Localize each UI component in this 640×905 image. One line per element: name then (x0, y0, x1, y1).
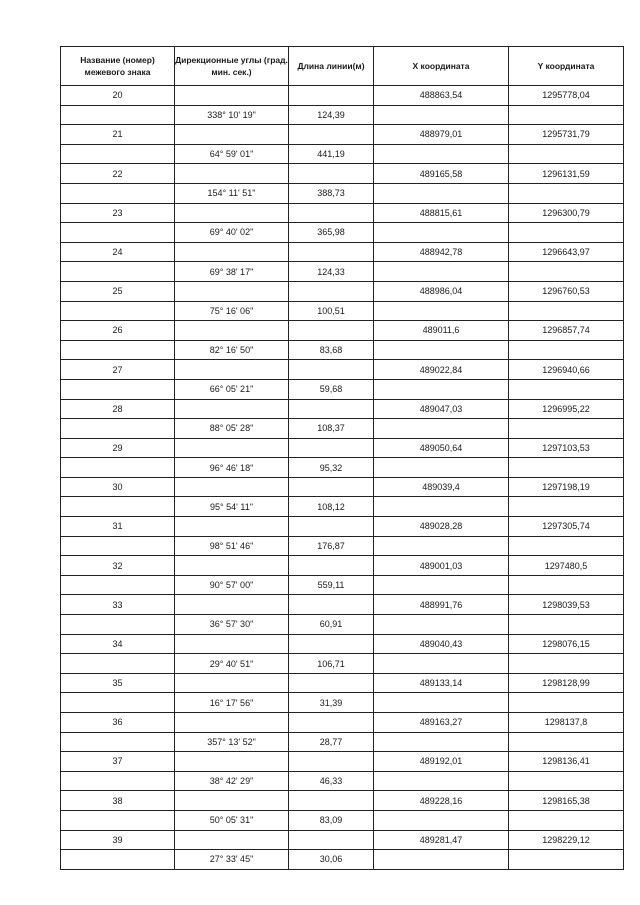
empty-cell (509, 458, 624, 478)
empty-cell (175, 86, 289, 106)
line-length: 83,09 (289, 810, 374, 830)
empty-cell (374, 262, 509, 282)
segment-row (61, 615, 624, 635)
point-row (61, 242, 624, 262)
point-name: 34 (61, 634, 175, 654)
empty-cell (509, 105, 624, 125)
empty-cell (61, 301, 175, 321)
y-coordinate: 1296643,97 (509, 242, 624, 262)
line-length: 95,32 (289, 458, 374, 478)
point-name: 27 (61, 360, 175, 380)
x-coordinate: 488979,01 (374, 125, 509, 145)
point-name: 37 (61, 752, 175, 772)
empty-cell (289, 203, 374, 223)
y-coordinate: 1298076,15 (509, 634, 624, 654)
empty-cell (509, 810, 624, 830)
segment-row (61, 144, 624, 164)
point-name: 31 (61, 517, 175, 537)
empty-cell (374, 693, 509, 713)
line-length: 108,37 (289, 419, 374, 439)
empty-cell (61, 340, 175, 360)
empty-cell (175, 791, 289, 811)
line-length: 365,98 (289, 223, 374, 243)
x-coordinate: 489281,47 (374, 830, 509, 850)
empty-cell (175, 164, 289, 184)
line-length: 388,73 (289, 183, 374, 203)
point-name: 26 (61, 321, 175, 341)
empty-cell (175, 125, 289, 145)
boundary-coordinates-table (60, 46, 624, 870)
header-line-length: Длина линии(м) (289, 47, 374, 86)
y-coordinate: 1298128,99 (509, 673, 624, 693)
empty-cell (289, 281, 374, 301)
empty-cell (509, 223, 624, 243)
line-length: 31,39 (289, 693, 374, 713)
x-coordinate: 489228,16 (374, 791, 509, 811)
line-length: 559,11 (289, 575, 374, 595)
y-coordinate: 1298229,12 (509, 830, 624, 850)
empty-cell (175, 673, 289, 693)
point-name: 23 (61, 203, 175, 223)
segment-row (61, 262, 624, 282)
empty-cell (509, 301, 624, 321)
point-name: 33 (61, 595, 175, 615)
point-row (61, 321, 624, 341)
direction-angle: 69° 40' 02" (175, 223, 289, 243)
segment-row (61, 301, 624, 321)
empty-cell (374, 810, 509, 830)
empty-cell (509, 262, 624, 282)
empty-cell (374, 105, 509, 125)
empty-cell (175, 713, 289, 733)
point-row (61, 399, 624, 419)
direction-angle: 50° 05' 31" (175, 810, 289, 830)
segment-row (61, 732, 624, 752)
y-coordinate: 1298039,53 (509, 595, 624, 615)
line-length: 59,68 (289, 379, 374, 399)
x-coordinate: 488815,61 (374, 203, 509, 223)
point-row (61, 556, 624, 576)
point-row (61, 477, 624, 497)
empty-cell (374, 732, 509, 752)
x-coordinate: 489192,01 (374, 752, 509, 772)
header-row (61, 47, 624, 86)
empty-cell (61, 262, 175, 282)
empty-cell (61, 615, 175, 635)
empty-cell (61, 575, 175, 595)
empty-cell (289, 242, 374, 262)
direction-angle: 82° 16' 50" (175, 340, 289, 360)
y-coordinate: 1297103,53 (509, 438, 624, 458)
point-row (61, 634, 624, 654)
point-name: 38 (61, 791, 175, 811)
empty-cell (374, 536, 509, 556)
empty-cell (61, 458, 175, 478)
x-coordinate: 489001,03 (374, 556, 509, 576)
empty-cell (175, 203, 289, 223)
point-name: 35 (61, 673, 175, 693)
x-coordinate: 488986,04 (374, 281, 509, 301)
direction-angle: 95° 54' 11" (175, 497, 289, 517)
direction-angle: 96° 46' 18" (175, 458, 289, 478)
segment-row (61, 183, 624, 203)
y-coordinate: 1295778,04 (509, 86, 624, 106)
empty-cell (175, 595, 289, 615)
point-row (61, 595, 624, 615)
x-coordinate: 488942,78 (374, 242, 509, 262)
empty-cell (374, 340, 509, 360)
empty-cell (61, 419, 175, 439)
empty-cell (61, 850, 175, 870)
header-point-name: Название (номер) межевого знака (61, 47, 175, 86)
point-name: 25 (61, 281, 175, 301)
empty-cell (509, 536, 624, 556)
point-row (61, 438, 624, 458)
y-coordinate: 1296131,59 (509, 164, 624, 184)
y-coordinate: 1298137,8 (509, 713, 624, 733)
point-row (61, 517, 624, 537)
line-length: 124,39 (289, 105, 374, 125)
empty-cell (374, 379, 509, 399)
segment-row (61, 536, 624, 556)
point-name: 32 (61, 556, 175, 576)
empty-cell (509, 693, 624, 713)
line-length: 176,87 (289, 536, 374, 556)
empty-cell (374, 458, 509, 478)
x-coordinate: 489163,27 (374, 713, 509, 733)
empty-cell (61, 693, 175, 713)
point-row (61, 360, 624, 380)
direction-angle: 36° 57' 30" (175, 615, 289, 635)
header-x-coordinate: X координата (374, 47, 509, 86)
segment-row (61, 575, 624, 595)
direction-angle: 357° 13' 52" (175, 732, 289, 752)
y-coordinate: 1295731,79 (509, 125, 624, 145)
line-length: 30,06 (289, 850, 374, 870)
point-row (61, 125, 624, 145)
direction-angle: 338° 10' 19" (175, 105, 289, 125)
x-coordinate: 489011,6 (374, 321, 509, 341)
empty-cell (289, 673, 374, 693)
header-y-coordinate: Y координата (509, 47, 624, 86)
empty-cell (374, 850, 509, 870)
y-coordinate: 1298136,41 (509, 752, 624, 772)
point-name: 24 (61, 242, 175, 262)
segment-row (61, 419, 624, 439)
empty-cell (509, 615, 624, 635)
point-name: 39 (61, 830, 175, 850)
point-row (61, 830, 624, 850)
segment-row (61, 223, 624, 243)
direction-angle: 29° 40' 51" (175, 654, 289, 674)
empty-cell (175, 634, 289, 654)
y-coordinate: 1297198,19 (509, 477, 624, 497)
point-name: 20 (61, 86, 175, 106)
direction-angle: 64° 59' 01" (175, 144, 289, 164)
segment-row (61, 810, 624, 830)
empty-cell (289, 517, 374, 537)
direction-angle: 16° 17' 56" (175, 693, 289, 713)
empty-cell (509, 654, 624, 674)
empty-cell (289, 830, 374, 850)
empty-cell (289, 438, 374, 458)
direction-angle: 69° 38' 17" (175, 262, 289, 282)
y-coordinate: 1296940,66 (509, 360, 624, 380)
line-length: 83,68 (289, 340, 374, 360)
direction-angle: 90° 57' 00" (175, 575, 289, 595)
empty-cell (175, 752, 289, 772)
empty-cell (509, 850, 624, 870)
empty-cell (175, 281, 289, 301)
empty-cell (289, 595, 374, 615)
x-coordinate: 488863,54 (374, 86, 509, 106)
empty-cell (509, 575, 624, 595)
x-coordinate: 489039,4 (374, 477, 509, 497)
empty-cell (289, 321, 374, 341)
empty-cell (374, 144, 509, 164)
segment-row (61, 771, 624, 791)
point-row (61, 673, 624, 693)
direction-angle: 27° 33' 45" (175, 850, 289, 870)
point-row (61, 164, 624, 184)
empty-cell (175, 360, 289, 380)
empty-cell (61, 810, 175, 830)
y-coordinate: 1298165,38 (509, 791, 624, 811)
y-coordinate: 1296857,74 (509, 321, 624, 341)
empty-cell (374, 419, 509, 439)
empty-cell (509, 732, 624, 752)
empty-cell (289, 752, 374, 772)
point-row (61, 791, 624, 811)
direction-angle: 88° 05' 28" (175, 419, 289, 439)
empty-cell (374, 183, 509, 203)
direction-angle: 66° 05' 21" (175, 379, 289, 399)
x-coordinate: 489040,43 (374, 634, 509, 654)
empty-cell (61, 183, 175, 203)
empty-cell (289, 713, 374, 733)
y-coordinate: 1296760,53 (509, 281, 624, 301)
point-name: 36 (61, 713, 175, 733)
y-coordinate: 1296995,22 (509, 399, 624, 419)
empty-cell (289, 164, 374, 184)
y-coordinate: 1297305,74 (509, 517, 624, 537)
empty-cell (61, 144, 175, 164)
empty-cell (61, 536, 175, 556)
empty-cell (175, 438, 289, 458)
line-length: 100,51 (289, 301, 374, 321)
x-coordinate: 489047,03 (374, 399, 509, 419)
segment-row (61, 379, 624, 399)
empty-cell (374, 223, 509, 243)
segment-row (61, 340, 624, 360)
empty-cell (175, 477, 289, 497)
empty-cell (509, 183, 624, 203)
point-name: 30 (61, 477, 175, 497)
line-length: 46,33 (289, 771, 374, 791)
direction-angle: 98° 51' 46" (175, 536, 289, 556)
segment-row (61, 850, 624, 870)
point-row (61, 752, 624, 772)
x-coordinate: 488991,76 (374, 595, 509, 615)
empty-cell (61, 654, 175, 674)
empty-cell (61, 771, 175, 791)
y-coordinate: 1297480,5 (509, 556, 624, 576)
point-row (61, 203, 624, 223)
segment-row (61, 458, 624, 478)
empty-cell (61, 223, 175, 243)
empty-cell (175, 556, 289, 576)
point-name: 21 (61, 125, 175, 145)
empty-cell (374, 615, 509, 635)
line-length: 106,71 (289, 654, 374, 674)
point-row (61, 713, 624, 733)
empty-cell (509, 340, 624, 360)
line-length: 124,33 (289, 262, 374, 282)
empty-cell (509, 419, 624, 439)
direction-angle: 75° 16' 06" (175, 301, 289, 321)
x-coordinate: 489050,64 (374, 438, 509, 458)
empty-cell (61, 105, 175, 125)
line-length: 60,91 (289, 615, 374, 635)
point-name: 28 (61, 399, 175, 419)
empty-cell (175, 399, 289, 419)
direction-angle: 154° 11' 51" (175, 183, 289, 203)
point-row (61, 281, 624, 301)
empty-cell (289, 791, 374, 811)
empty-cell (289, 360, 374, 380)
empty-cell (175, 321, 289, 341)
empty-cell (374, 654, 509, 674)
point-name: 29 (61, 438, 175, 458)
point-name: 22 (61, 164, 175, 184)
x-coordinate: 489028,28 (374, 517, 509, 537)
direction-angle: 38° 42' 29" (175, 771, 289, 791)
point-row (61, 86, 624, 106)
y-coordinate: 1296300,79 (509, 203, 624, 223)
header-direction-angles: Дирекционные углы (град. мин. сек.) (175, 47, 289, 86)
empty-cell (175, 242, 289, 262)
empty-cell (509, 497, 624, 517)
empty-cell (61, 732, 175, 752)
segment-row (61, 497, 624, 517)
empty-cell (289, 399, 374, 419)
empty-cell (61, 379, 175, 399)
segment-row (61, 105, 624, 125)
empty-cell (509, 144, 624, 164)
empty-cell (289, 477, 374, 497)
line-length: 441,19 (289, 144, 374, 164)
line-length: 28,77 (289, 732, 374, 752)
x-coordinate: 489133,14 (374, 673, 509, 693)
coordinates-sheet (60, 46, 623, 870)
x-coordinate: 489022,84 (374, 360, 509, 380)
empty-cell (289, 634, 374, 654)
empty-cell (175, 830, 289, 850)
empty-cell (509, 771, 624, 791)
x-coordinate: 489165,58 (374, 164, 509, 184)
empty-cell (289, 125, 374, 145)
empty-cell (374, 497, 509, 517)
empty-cell (289, 556, 374, 576)
empty-cell (374, 575, 509, 595)
segment-row (61, 693, 624, 713)
empty-cell (175, 517, 289, 537)
empty-cell (61, 497, 175, 517)
empty-cell (374, 301, 509, 321)
empty-cell (289, 86, 374, 106)
line-length: 108,12 (289, 497, 374, 517)
empty-cell (509, 379, 624, 399)
empty-cell (374, 771, 509, 791)
segment-row (61, 654, 624, 674)
